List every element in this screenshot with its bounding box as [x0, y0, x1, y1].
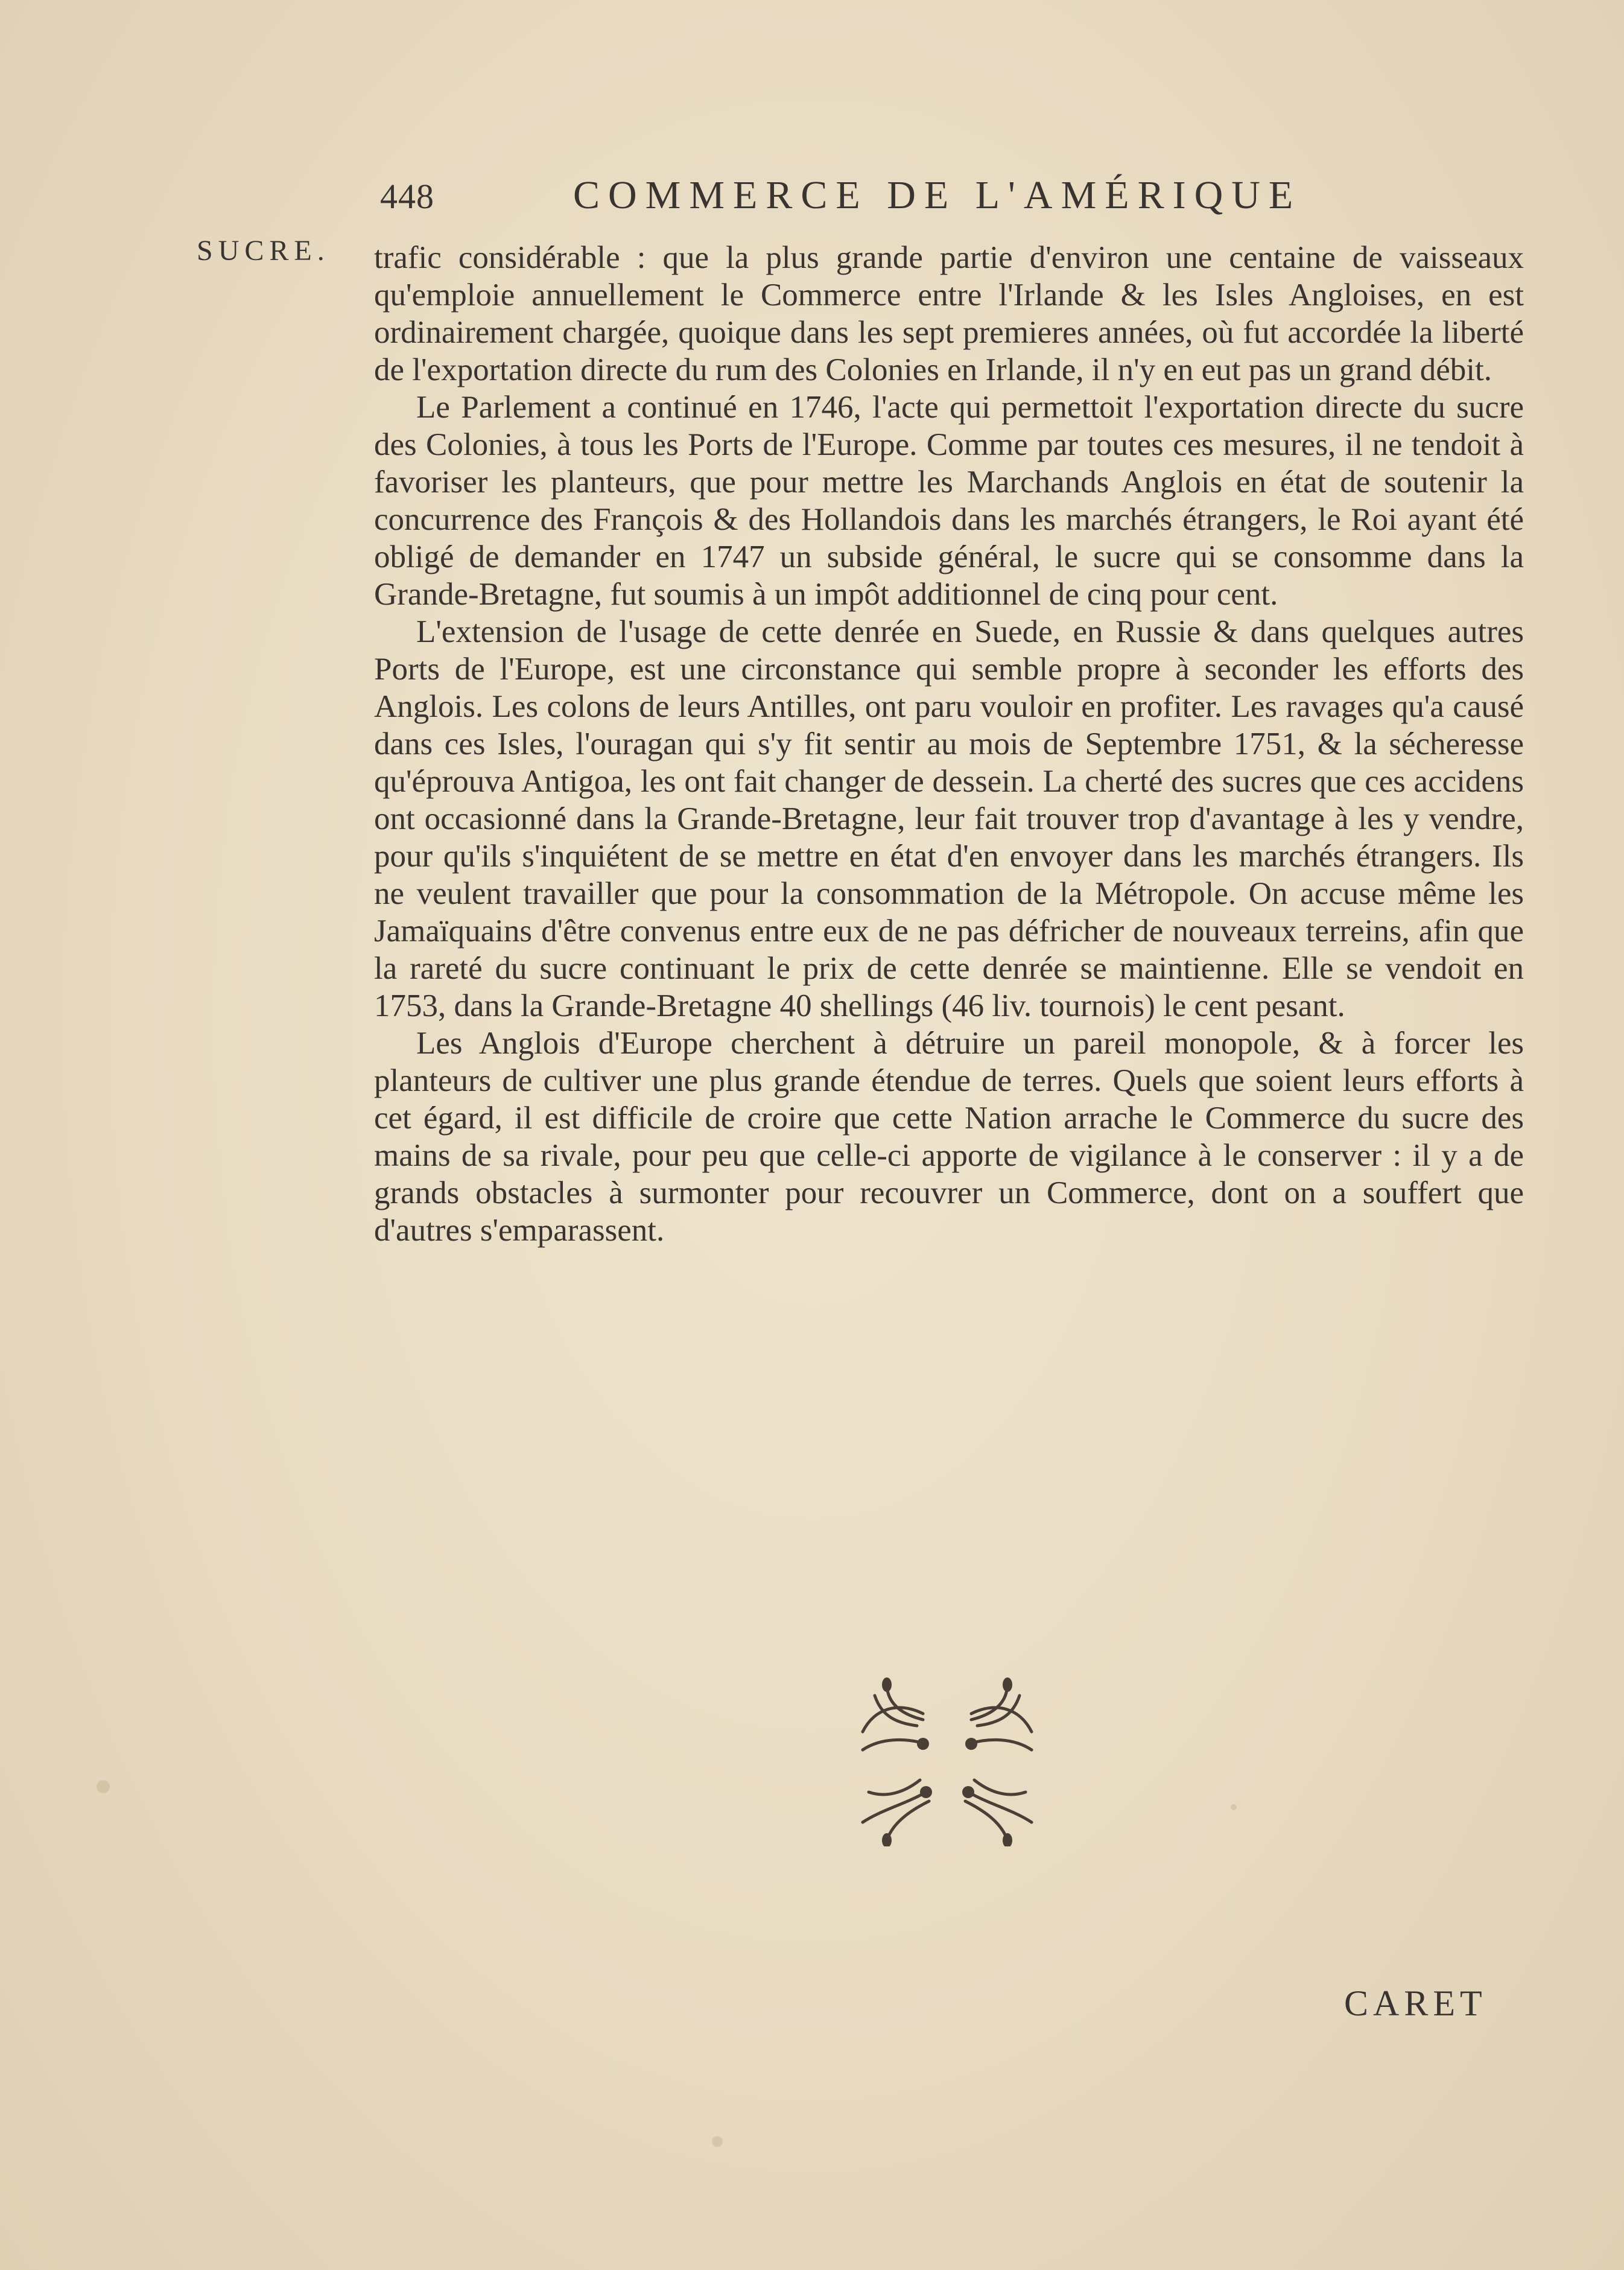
paragraph: Le Parlement a continué en 1746, l'acte qui permettoit l'exportation directe du sucre des Colonies, à tous les Ports de l'Europe. Comme par toutes ces mesures, il ne tendoit à favoriser les planteurs, que pour mettre les Marchands Anglois en état de soutenir la concurrence des François & des Hollandois dans les marchés étrangers, le Roi ayant été obligé de demander en 1747 un subside général, le sucre qui se consomme dans la Grande-Bretagne, fut soumis à un impôt additionnel de cinq pour cent. — [374, 390, 1524, 612]
running-title: COMMERCE DE L'AMÉRIQUE — [573, 173, 1302, 217]
paragraph: Les Anglois d'Europe cherchent à détruire un pareil monopole, & à forcer les planteurs de cultiver une plus grande étendue de terres. Quels que soient leurs efforts à cet égard, il est difficile de croire que cette Nation arrache le Commerce du sucre des mains de sa rivale, pour peu que celle-ci apporte de vigilance à le conserver : il y a de grands obstacles à surmonter pour recouvrer un Commerce, dont on a souffert que d'autres s'emparassent. — [374, 1026, 1524, 1248]
margin-note: SUCRE. — [197, 235, 330, 267]
floral-ornament-icon — [851, 1671, 1044, 1846]
paper-speck — [1231, 1804, 1237, 1810]
body-text — [374, 239, 1524, 1249]
page-header — [368, 170, 1381, 224]
paragraph: L'extension de l'usage de cette denrée en Suede, en Russie & dans quelques autres Ports de l'Europe, est une circonstance qui semble propre à seconder les efforts des Anglois. Les colons de leurs Antilles, ont paru vouloir en profiter. Les ravages qu'a causé dans ces Isles, l'ouragan qui s'y fit sentir au mois de Septembre 1751, & la sécheresse qu'éprouva Antigoa, les ont fait changer de dessein. La cherté des sucres que ces accidens ont occasionné dans la Grande-Bretagne, leur fait trouver trop d'avantage à les y vendre, pour qu'ils s'inquiétent de se mettre en état d'en envoyer dans les marchés étrangers. Ils ne veulent travailler que pour la consommation de la Métropole. On accuse même les Jamaïquains d'être convenus entre eux de ne pas défricher de nouveaux terreins, afin que la rareté du sucre continuant le prix de cette denrée se maintienne. Elle se vendoit en 1753, dans la Grande-Bretagne 40 shellings (46 liv. tournois) le cent pesant. — [374, 614, 1524, 1023]
catchword: CARET — [1344, 1983, 1487, 2023]
paragraph: trafic considérable : que la plus grande partie d'environ une centaine de vaisseaux qu'emploie annuellement le Commerce entre l'Irlande & les Isles Angloises, en est ordinairement chargée, quoique dans les sept premieres années, où fut accordée la liberté de l'exportation directe du rum des Colonies en Irlande, il n'y en eut pas un grand débit. — [374, 240, 1524, 387]
paper-speck — [97, 1780, 110, 1793]
page-number: 448 — [380, 177, 434, 216]
paper-speck — [712, 2136, 723, 2147]
